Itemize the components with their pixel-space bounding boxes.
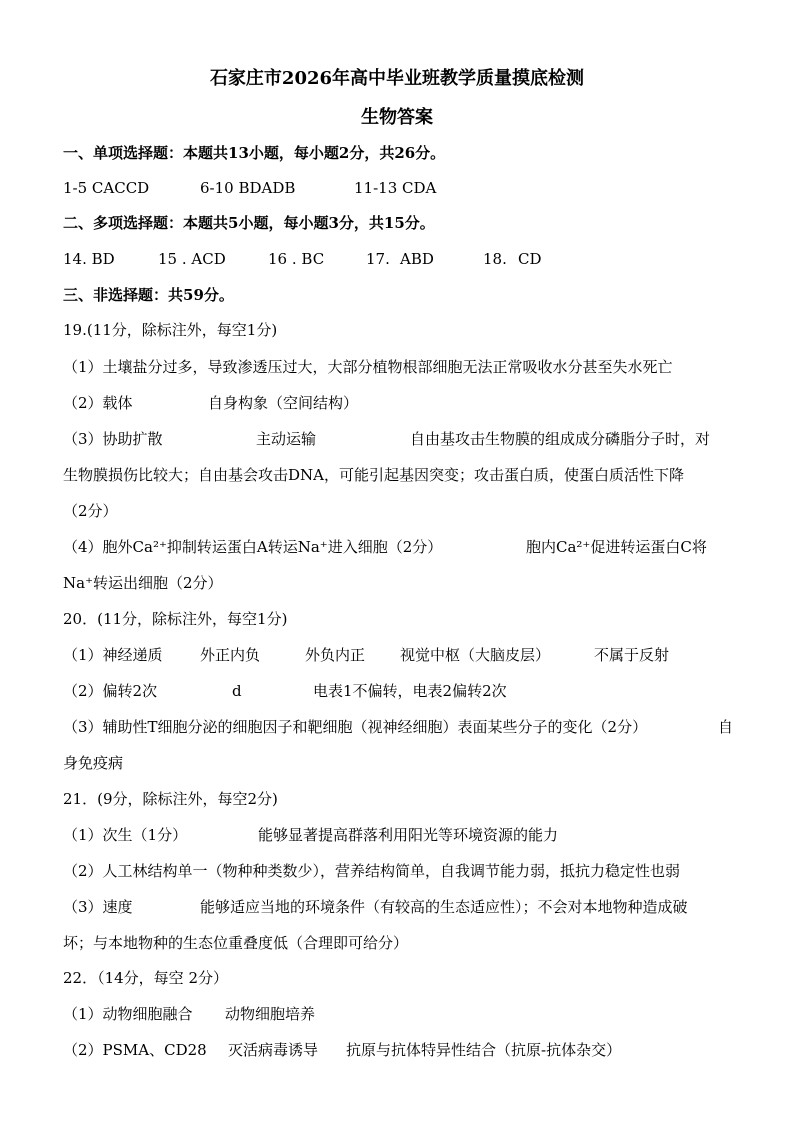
q22-header: 22．（14分，每空 2分） [63, 969, 228, 987]
section2-heading: 二、多项选择题：本题共5小题，每小题3分，共15分。 [63, 214, 435, 232]
q21-part3-c: 坏；与本地物种的生态位重叠度低（合理即可给分） [63, 934, 409, 952]
q19-part3-b: 主动运输 [256, 430, 317, 448]
q19-part3-d: 生物膜损伤比较大；自由基会攻击DNA，可能引起基因突变；攻击蛋白质，使蛋白质活性下降 [63, 466, 684, 484]
q19-part2-a: （2）载体 [63, 394, 133, 412]
q20-part1-c: 外负内正 [305, 646, 366, 664]
section3-heading: 三、非选择题：共59分。 [63, 286, 234, 304]
q20-part2-b: d [232, 682, 242, 700]
q20-part2-a: （2）偏转2次 [63, 682, 158, 700]
page-subtitle: 生物答案 [361, 107, 433, 128]
answer-17-number: 17. [366, 250, 390, 268]
q19-part4-c: Na⁺转运出细胞（2分） [63, 574, 223, 592]
q21-header: 21．(9分，除标注外，每空2分) [63, 790, 278, 808]
section1-heading: 一、单项选择题：本题共13小题，每小题2分，共26分。 [63, 144, 446, 162]
answer-15: 15 . ACD [158, 250, 226, 268]
answer-group-1-5: 1-5 CACCD [63, 179, 150, 197]
q20-part1-a: （1）神经递质 [63, 646, 163, 664]
q19-part2-b: 自身构象（空间结构） [208, 394, 359, 412]
q21-part3-a: （3）速度 [63, 898, 133, 916]
q20-part1-e: 不属于反射 [594, 646, 670, 664]
q22-part1-a: （1）动物细胞融合 [63, 1005, 193, 1023]
q20-part3-c: 身免疫病 [63, 754, 124, 772]
q21-part1-a: （1）次生（1分） [63, 826, 188, 844]
q22-part2-c: 抗原与抗体特异性结合（抗原-抗体杂交） [346, 1041, 622, 1059]
q22-part2-a: （2）PSMA、CD28 [63, 1041, 207, 1059]
q21-part3-b: 能够适应当地的环境条件（有较高的生态适应性）；不会对本地物种造成破 [200, 898, 688, 916]
q20-part1-d: 视觉中枢（大脑皮层） [400, 646, 551, 664]
q19-part1: （1）土壤盐分过多，导致渗透压过大，大部分植物根部细胞无法正常吸收水分甚至失水死亡 [63, 358, 673, 376]
q20-part1-b: 外正内负 [200, 646, 261, 664]
q19-part4-b: 胞内Ca²⁺促进转运蛋白C将 [526, 538, 707, 556]
q22-part1-b: 动物细胞培养 [225, 1005, 316, 1023]
answer-14: 14. BD [63, 250, 115, 268]
q19-part3-a: （3）协助扩散 [63, 430, 163, 448]
q20-part3-a: （3）辅助性T细胞分泌的细胞因子和靶细胞（视神经细胞）表面某些分子的变化（2分） [63, 718, 648, 736]
answer-18-number: 18. [483, 250, 507, 268]
answer-17: ABD [400, 250, 434, 268]
answer-group-6-10: 6-10 BDADB [200, 179, 296, 197]
answer-group-11-13: 11-13 CDA [354, 179, 437, 197]
q19-part4-a: （4）胞外Ca²⁺抑制转运蛋白A转运Na⁺进入细胞（2分） [63, 538, 443, 556]
q21-part1-b: 能够显著提高群落利用阳光等环境资源的能力 [258, 826, 559, 844]
q20-part3-b: 自 [718, 718, 734, 736]
q20-header: 20．(11分，除标注外，每空1分) [63, 610, 288, 628]
answer-18: CD [518, 250, 542, 268]
q19-part3-e: （2分） [63, 502, 118, 520]
q21-part2: （2）人工林结构单一（物种种类数少），营养结构简单，自我调节能力弱，抵抗力稳定性也弱 [63, 862, 681, 880]
page-title: 石家庄市2026年高中毕业班教学质量摸底检测 [209, 68, 585, 89]
q20-part2-c: 电表1不偏转，电表2偏转2次 [313, 682, 507, 700]
answer-16: 16 . BC [268, 250, 325, 268]
q19-part3-c: 自由基攻击生物膜的组成成分磷脂分子时，对 [410, 430, 711, 448]
q19-header: 19.(11分，除标注外，每空1分) [63, 321, 278, 339]
q22-part2-b: 灭活病毒诱导 [228, 1041, 319, 1059]
